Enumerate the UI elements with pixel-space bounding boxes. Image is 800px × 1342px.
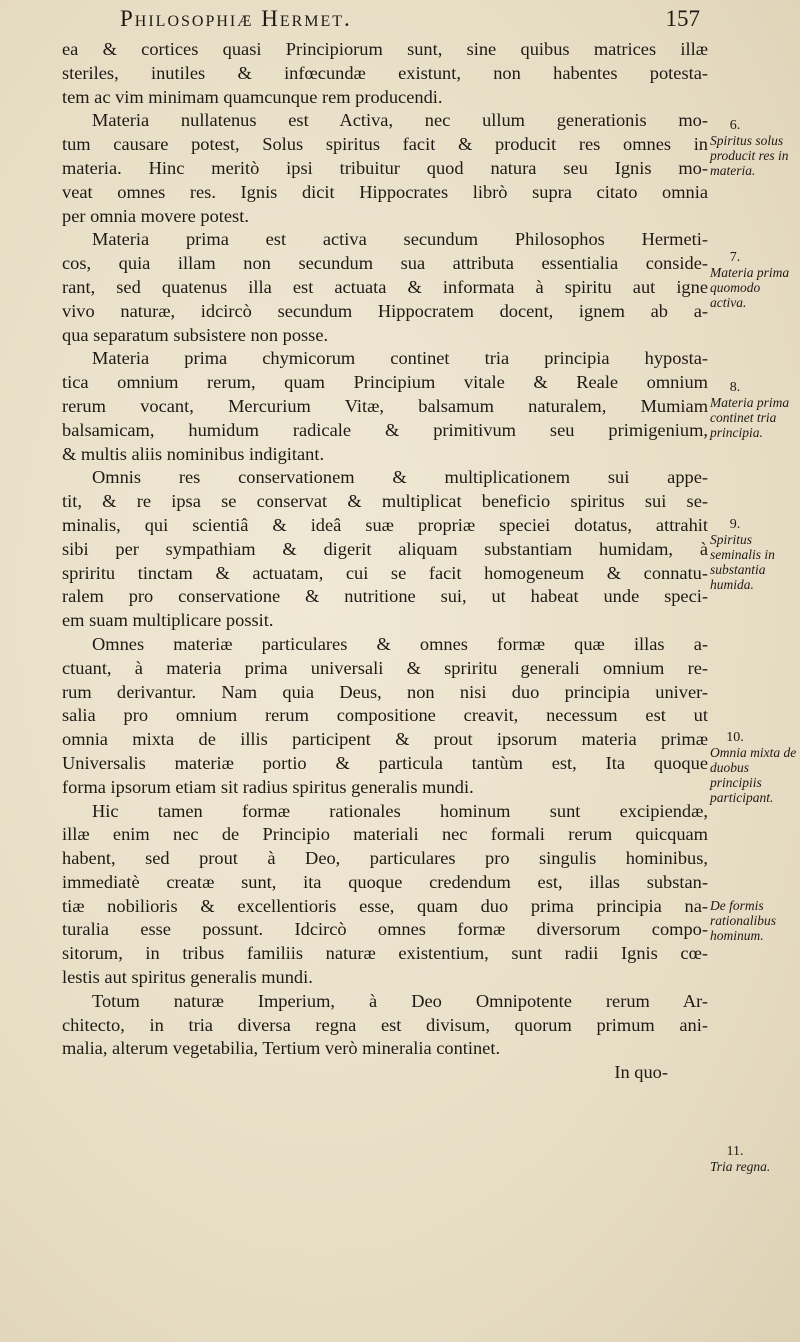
text-line: Totum naturæ Imperium, à Deo Omnipotente rerum Ar- xyxy=(92,990,708,1011)
text-line: habent, sed prout à Deo, particulares pro singulis hominibus, xyxy=(62,848,708,869)
text-line: sitorum, in tribus familiis naturæ existentium, sunt radii Ignis cœ- xyxy=(62,943,708,964)
text-line: balsamicam, humidum radicale & primitivum seu primigenium, xyxy=(62,419,708,440)
margin-note xyxy=(710,380,798,440)
margin-note xyxy=(710,730,798,805)
page-header xyxy=(100,6,700,36)
text-line: cos, quia illam non secundum sua attributa essentialia conside- xyxy=(62,253,708,274)
text-line: veat omnes res. Ignis dicit Hippocrates librò supra citato omnia xyxy=(62,181,708,202)
margin-note-number: 8. xyxy=(729,380,741,395)
text-line: omnia mixta de illis participent & prout ipsorum materia primæ xyxy=(62,729,708,750)
text-line: Universalis materiæ portio & particula tantùm est, Ita quoque xyxy=(62,752,708,773)
text-line: illæ enim nec de Principio materiali nec formali rerum quicquam xyxy=(62,824,708,845)
text-line: Omnes materiæ particulares & omnes formæ quæ illas a- xyxy=(92,633,708,654)
text-line: rerum vocant, Mercurium Vitæ, balsamum naturalem, Mumiam xyxy=(62,395,708,416)
text-line: immediatè creatæ sunt, ita quoque credendum est, illas substan- xyxy=(62,871,708,892)
margin-note xyxy=(710,118,798,178)
running-title: Philosophiæ Hermet. xyxy=(120,6,352,31)
text-line: per omnia movere potest. xyxy=(62,205,249,226)
margin-note xyxy=(710,1144,798,1174)
margin-note-text: Spiritus seminalis in substantia humida. xyxy=(710,532,775,592)
text-line: rant, sed quatenus illa est actuata & informata à spiritu aut igne xyxy=(62,276,708,297)
text-line: tit, & re ipsa se conservat & multiplicat beneficio spiritus sui se- xyxy=(62,491,708,512)
margin-note-text: Materia prima continet tria principia. xyxy=(710,395,790,440)
text-line: tica omnium rerum, quam Principium vitale & Reale omnium xyxy=(62,372,708,393)
margin-note xyxy=(710,898,798,943)
text-line: ralem pro conservatione & nutritione sui, ut habeat unde speci- xyxy=(62,586,708,607)
text-line: minalis, qui scientiâ & ideâ suæ propriæ speciei dotatus, attrahit xyxy=(62,514,708,535)
text-line: chitecto, in tria diversa regna est divisum, quorum primum ani- xyxy=(62,1014,708,1035)
text-line: Materia nullatenus est Activa, nec ullum generationis mo- xyxy=(92,110,708,131)
margin-note xyxy=(710,517,798,592)
text-line: malia, alterum vegetabilia, Tertium verò mineralia continet. xyxy=(62,1038,501,1059)
text-line: forma ipsorum etiam sit radius spiritus generalis mundi. xyxy=(62,776,474,797)
text-line: em suam multiplicare possit. xyxy=(62,610,274,631)
text-line: & multis aliis nominibus indigitant. xyxy=(62,443,325,464)
margin-note-number: 10. xyxy=(726,730,744,745)
text-line: vivo naturæ, idcircò secundum Hippocratem docent, ignem ab a- xyxy=(62,300,708,321)
text-line: In quo- xyxy=(614,1062,668,1083)
text-line: Hic tamen formæ rationales hominum sunt excipiendæ, xyxy=(92,800,708,821)
margin-note-text: Spiritus solus producit res in materia. xyxy=(710,133,789,178)
text-line: tum causare potest, Solus spiritus facit & producit res omnes in xyxy=(62,134,708,155)
margin-note-text: Materia prima quomodo activa. xyxy=(710,265,790,310)
text-line: tem ac vim minimam quamcunque rem producendi. xyxy=(62,86,443,107)
text-line: steriles, inutiles & infœcundæ existunt, non habentes potesta- xyxy=(62,62,708,83)
text-line: materia. Hinc meritò ipsi tribuitur quod natura seu Ignis mo- xyxy=(62,157,708,178)
margin-note-number: 7. xyxy=(729,250,741,265)
margin-note-text: Tria regna. xyxy=(710,1159,771,1174)
page-number: 157 xyxy=(665,6,700,31)
margin-note-number: 6. xyxy=(729,118,741,133)
text-line: spriritu tinctam & actuatam, cui se facit homogeneum & connatu- xyxy=(62,562,708,583)
text-line: ea & cortices quasi Principiorum sunt, sine quibus matrices illæ xyxy=(62,39,708,59)
text-line: tiæ nobilioris & excellentioris esse, quam duo prima principia na- xyxy=(62,895,708,916)
margin-note xyxy=(710,250,798,310)
text-line: sibi per sympathiam & digerit aliquam substantiam humidam, à xyxy=(62,538,708,559)
text-line: rum derivantur. Nam quia Deus, non nisi duo principia univer- xyxy=(62,681,708,702)
body-text xyxy=(62,38,708,1085)
text-line: lestis aut spiritus generalis mundi. xyxy=(62,967,313,988)
margin-note-number: 9. xyxy=(729,517,741,532)
text-line: qua separatum subsistere non posse. xyxy=(62,324,329,345)
text-line: ctuant, à materia prima universali & spriritu generali omnium re- xyxy=(62,657,708,678)
text-line: salia pro omnium rerum compositione creavit, necessum est ut xyxy=(62,705,708,726)
text-line: Materia prima est activa secundum Philosophos Hermeti- xyxy=(92,229,708,250)
text-line: Materia prima chymicorum continet tria principia hyposta- xyxy=(92,348,708,369)
text-line: turalia esse possunt. Idcircò omnes formæ diversorum compo- xyxy=(62,919,708,940)
text-line: Omnis res conservationem & multiplicationem sui appe- xyxy=(92,467,708,488)
margin-note-text: De formis rationalibus hominum. xyxy=(710,898,777,943)
margin-note-text: Omnia mixta de duobus principiis participant. xyxy=(710,745,797,805)
margin-note-number: 11. xyxy=(726,1144,744,1159)
